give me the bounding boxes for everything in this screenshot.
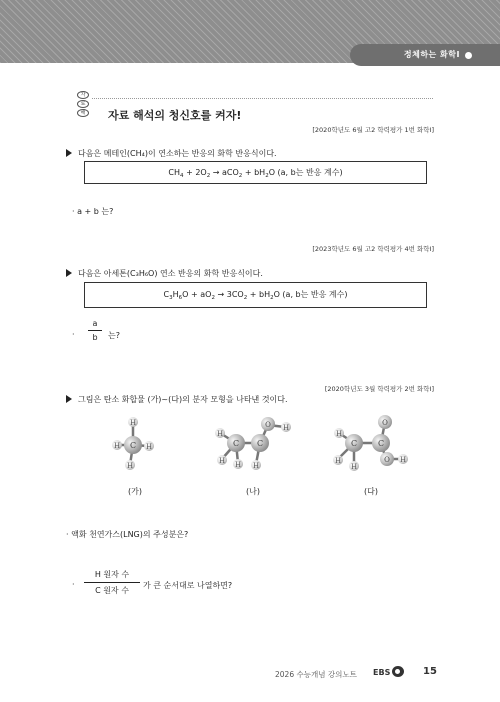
atom-label: H [216, 430, 224, 438]
atom-label: O [265, 421, 271, 429]
molecule-ga [112, 417, 154, 470]
atom-label: O [382, 419, 388, 427]
molecule-label-da: (다) [364, 487, 378, 496]
traffic-light-icon [77, 91, 89, 119]
atom-label: C [129, 441, 137, 450]
section-title: 자료 해석의 청신호를 켜자! [108, 109, 242, 122]
atom-label: H [126, 462, 134, 470]
eq-sub: 2 [270, 295, 274, 301]
chapter-title: 정체하는 화학Ⅰ [403, 50, 460, 59]
molecule-label-ga: (가) [128, 487, 142, 496]
atom-label: H [129, 419, 137, 427]
q2-ask-tail: 는? [108, 331, 120, 340]
atom-label: C [350, 439, 358, 448]
triangle-bullet-icon [66, 149, 72, 157]
q2-equation-box [84, 282, 427, 308]
atom-label: C [377, 439, 385, 448]
fraction-numerator: H 원자 수 [94, 570, 130, 579]
eq-sub: 6 [178, 295, 183, 301]
q2-prompt [66, 268, 263, 279]
atom-label: H [252, 462, 260, 470]
page-number: 15 [423, 666, 437, 677]
ebs-logo-icon [392, 666, 404, 677]
q3-source: [2020학년도 3월 학력평가 2번 화학Ⅰ] [324, 385, 434, 393]
footer-book-title: 2026 수능개념 강의노트 [275, 670, 357, 679]
eq-sub: 3 [169, 295, 173, 301]
atom-label: C [232, 439, 240, 448]
eq-text: O + aO [182, 290, 212, 299]
q2-ask-dot: · [72, 330, 75, 339]
triangle-bullet-icon [66, 269, 72, 277]
q3-prompt [66, 394, 288, 405]
q2-source: [2023학년도 6월 고2 학력평가 4번 화학Ⅰ] [312, 245, 434, 253]
signal-lamp: 해 [77, 109, 89, 117]
eq-text: + bH [242, 168, 266, 177]
eq-text: H [172, 290, 179, 299]
signal-lamp: 료 [77, 100, 89, 108]
fraction-denominator: b [92, 333, 98, 342]
atom-label: H [145, 443, 153, 451]
atom-label: H [113, 442, 121, 450]
q1-ask: · a + b 는? [72, 207, 114, 216]
eq-text: C [163, 290, 170, 299]
atom-label: H [282, 424, 290, 432]
eq-sub: 4 [180, 173, 184, 179]
eq-sub: 2 [206, 173, 211, 179]
eq-text: O (a, b는 반응 계수) [268, 168, 343, 177]
q1-prompt-text: 다음은 메테인(CH₄)이 연소하는 반응의 화학 반응식이다. [78, 149, 277, 158]
fraction-numerator: a [92, 319, 98, 328]
q3-fraction [84, 569, 140, 596]
atom-label: C [256, 439, 264, 448]
chapter-dot-icon [465, 52, 472, 59]
q3-prompt-text: 그림은 탄소 화합물 (가)~(다)의 분자 모형을 나타낸 것이다. [78, 395, 288, 404]
q2-prompt-text: 다음은 아세톤(C₃H₆O) 연소 반응의 화학 반응식이다. [78, 269, 263, 278]
eq-sub: 2 [265, 173, 269, 179]
eq-text: → aCO [210, 168, 239, 177]
eq-text: O (a, b는 반응 계수) [273, 290, 348, 299]
eq-sub: 2 [243, 295, 248, 301]
atom-label: H [335, 430, 343, 438]
signal-lamp: 자 [77, 91, 89, 99]
q1-source: [2020학년도 6월 고2 학력평가 1번 화학Ⅰ] [312, 126, 434, 134]
molecule-da [333, 415, 408, 471]
ebs-logo-text: EBS [373, 668, 391, 677]
atom-label: H [334, 457, 342, 465]
atom-label: H [218, 457, 226, 465]
eq-text: → 3CO [214, 290, 244, 299]
atom-label: H [350, 463, 358, 471]
q1-prompt [66, 148, 277, 159]
q2-fraction [88, 319, 102, 342]
fraction-bar [88, 330, 102, 331]
eq-text: + bH [247, 290, 271, 299]
q1-equation-box [84, 161, 427, 184]
atom-label: H [234, 461, 242, 469]
fraction-bar [84, 582, 140, 583]
q3-ask-lng: · 액화 천연가스(LNG)의 주성분은? [66, 530, 189, 539]
chapter-tab [350, 44, 500, 66]
eq-sub: 2 [238, 173, 243, 179]
fraction-denominator: C 원자 수 [95, 586, 129, 595]
molecule-models [0, 405, 500, 490]
q3-ask2-tail: 가 큰 순서대로 나열하면? [143, 581, 233, 590]
eq-text: + 2O [183, 168, 207, 177]
q3-ask2-dot: · [72, 580, 75, 589]
atom-label: H [399, 456, 407, 464]
eq-sub: 2 [211, 295, 215, 301]
ebs-logo [373, 666, 404, 677]
molecule-label-na: (나) [246, 487, 260, 496]
molecule-na [215, 417, 291, 470]
eq-text: CH [168, 168, 181, 177]
atom-label: O [384, 456, 390, 464]
section-rule [92, 98, 433, 99]
triangle-bullet-icon [66, 395, 72, 403]
